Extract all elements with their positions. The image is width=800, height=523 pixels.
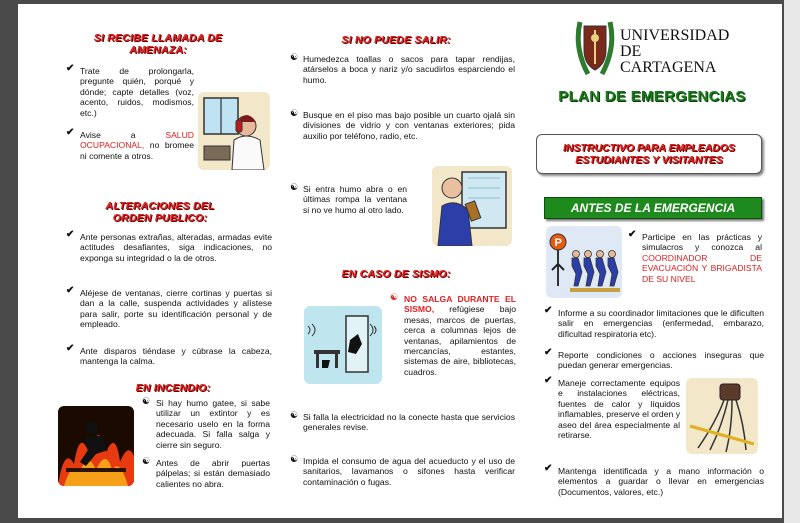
item-no-salga: NO SALGA DURANTE EL SISMO, refúgiese bajo mesas, marcos de puertas, cerca a columnas lejos de ventanas, apilamientos de mercancías, estantes, sistemas de aire, bibliotecas, cuadros.: [404, 294, 516, 377]
heading-orden-publico: ALTERACIONES DEL ORDEN PUBLICO:: [105, 200, 215, 224]
item-avise: Avise a SALUD OCUPACIONAL, no bromee ni comente a otros.: [80, 130, 194, 161]
electrical-illustration: [686, 378, 758, 454]
viewer-edge: [784, 0, 800, 523]
check-icon: ✔: [544, 347, 553, 358]
heading-amenaza: SI RECIBE LLAMADA DE AMENAZA:: [93, 32, 223, 56]
smoke-bullet-icon: ☯: [142, 396, 151, 406]
logo-text: UNIVERSIDAD DE CARTAGENA: [620, 27, 730, 76]
check-icon: ✔: [544, 305, 553, 316]
smoke-bullet-icon: ☯: [290, 182, 299, 192]
smoke-bullet-icon: ☯: [290, 454, 299, 464]
check-icon: ✔: [544, 375, 553, 386]
item-gatee: Si hay humo gatee, si sabe utilizar un extintor y es necesario uselo en la forma adecuada. Si falla salga y cierre sin seguro.: [156, 398, 270, 450]
item-humo-ventana: Si entra humo abra o en últimas rompa la ventana si no ve humo al otro lado.: [303, 184, 407, 215]
parking-letter: P: [554, 237, 562, 249]
heading-sismo: EN CASO DE SISMO:: [341, 268, 451, 280]
item-personas-extranas: Ante personas extrañas, alteradas, armadas evite actitudes desafiantes, siga indicaciones, no exponga su integridad o la de otros.: [80, 232, 272, 263]
brochure-page: [18, 4, 782, 518]
window-illustration: [432, 166, 512, 246]
university-logo: [572, 16, 618, 80]
check-icon: ✔: [66, 229, 75, 240]
item-humedezca: Humedezca toallas o sacos para tapar rendijas, atárselos a boca y nariz y/o sacudirlos esparciendo el humo.: [303, 54, 515, 85]
check-icon: ✔: [628, 229, 637, 240]
fire-illustration: [58, 406, 134, 486]
item-prolongar: Trate de prolongarla, pregunte quién, porqué y dónde; capte detalles (voz, acento, ruidos, modismos, etc.): [80, 66, 194, 118]
phone-call-illustration: [198, 92, 270, 170]
antes-banner: ANTES DE LA EMERGENCIA: [544, 197, 762, 219]
item-agua: Impida el consumo de agua del acueducto y el uso de sanitarios, lavamanos o sifones hasta verificar contaminación o fugas.: [303, 456, 515, 487]
heading-incendio: EN INCENDIO:: [135, 382, 211, 394]
evacuation-illustration: [546, 226, 622, 298]
check-icon: ✔: [66, 285, 75, 296]
plan-title: PLAN DE EMERGENCIAS: [558, 88, 746, 105]
check-icon: ✔: [66, 63, 75, 74]
check-icon: ✔: [544, 463, 553, 474]
smoke-bullet-icon: ☯: [290, 108, 299, 118]
check-icon: ✔: [66, 343, 75, 354]
item-maneje: Maneje correctamente equipos e instalaciones eléctricas, fuentes de calor y líquidos inflamables, preserve el orden y aseo del área especialmente al retirarse.: [558, 378, 680, 441]
smoke-bullet-icon: ☯: [142, 456, 151, 466]
item-disparos: Ante disparos tiéndase y cúbrase la cabeza, mantenga la calma.: [80, 346, 272, 367]
heading-no-puede-salir: SI NO PUEDE SALIR:: [341, 34, 451, 46]
smoke-bullet-icon: ☯: [290, 410, 299, 420]
smoke-bullet-icon: ☯: [290, 52, 299, 62]
check-icon: ✔: [66, 127, 75, 138]
smoke-bullet-icon: ☯: [390, 292, 399, 302]
item-informe: Informe a su coordinador limitaciones que le dificulten salir en emergencias (enfermedad, embarazo, dificultad respiratoria etc).: [558, 308, 764, 339]
earthquake-illustration: [304, 306, 382, 384]
instructivo-box: INSTRUCTIVO PARA EMPLEADOS ESTUDIANTES Y VISITANTES: [536, 134, 762, 174]
item-mantenga: Mantenga identificada y a mano información o elementos a guardar o llevar en emergencias (Documentos, valores, etc.): [558, 466, 764, 497]
item-alejese: Aléjese de ventanas, cierre cortinas y puertas si dan a la calle, suspenda actividades y alístese para salir, porte su identificación personal y de empleado.: [80, 288, 272, 330]
item-palpelas: Antes de abrir puertas pálpelas; si están demasiado calientes no abra.: [156, 458, 270, 489]
item-reporte: Reporte condiciones o acciones inseguras que puedan generar emergencias.: [558, 350, 764, 371]
item-busque: Busque en el piso mas bajo posible un cuarto ojalá sin divisiones de vidrio y con ventanas exteriores; pida auxilio por teléfono, radio, etc.: [303, 110, 515, 141]
item-electricidad: Si falla la electricidad no la conecte hasta que servicios generales revise.: [303, 412, 515, 433]
item-participe: Participe en las prácticas y simulacros y conozca al COORDINADOR DE EVACUACIÓN Y BRIGADISTA DE SU NIVEL: [642, 232, 762, 284]
